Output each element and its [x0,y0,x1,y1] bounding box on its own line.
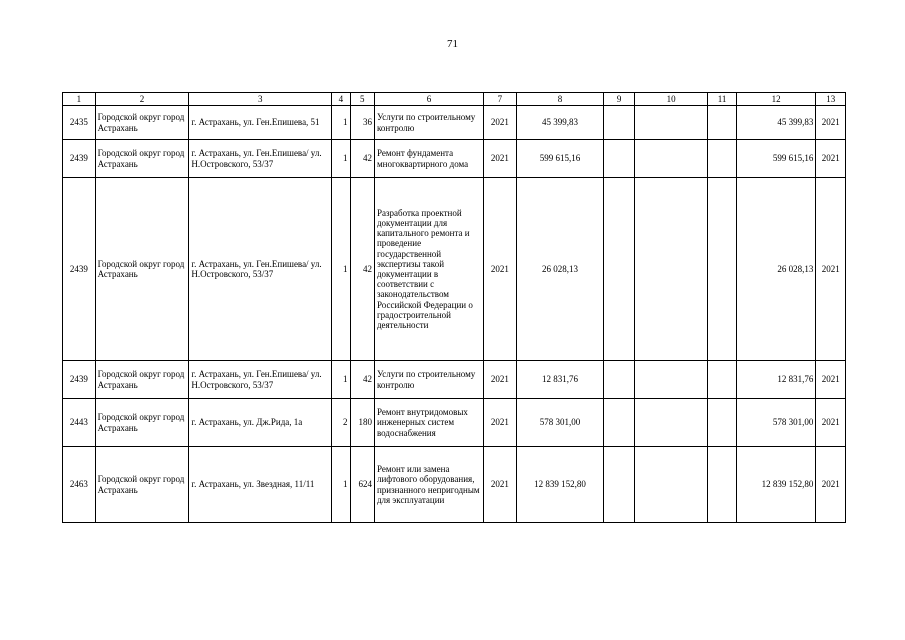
header-cell: 10 [634,93,707,106]
cell-work-type: Услуги по строительному контролю [374,361,483,399]
header-cell: 1 [63,93,96,106]
cell-col10 [634,140,707,178]
cell-col4: 1 [332,140,350,178]
cell-cost: 599 615,16 [516,140,604,178]
cell-col4: 1 [332,178,350,361]
header-cell: 2 [95,93,189,106]
cell-municipality: Городской округ город Астрахань [95,140,189,178]
data-table [62,92,846,523]
cell-col5: 180 [350,399,374,447]
cell-year-end: 2021 [816,399,846,447]
cell-cost: 45 399,83 [516,106,604,140]
cell-col11 [708,178,737,361]
cell-address: г. Астрахань, ул. Ген.Епишева/ ул. Н.Островского, 53/37 [189,140,332,178]
cell-address: г. Астрахань, ул. Дж.Рида, 1а [189,399,332,447]
table-row [63,140,846,178]
header-row [63,93,846,106]
cell-col9 [604,447,635,523]
cell-number: 2463 [63,447,96,523]
cell-col4: 1 [332,447,350,523]
cell-work-type: Ремонт внутридомовых инженерных систем водоснабжения [374,399,483,447]
cell-year: 2021 [484,178,517,361]
cell-col5: 42 [350,140,374,178]
header-cell: 11 [708,93,737,106]
cell-col9 [604,106,635,140]
cell-col5: 42 [350,178,374,361]
cell-total: 12 831,76 [736,361,816,399]
cell-col4: 2 [332,399,350,447]
cell-cost: 578 301,00 [516,399,604,447]
header-cell: 6 [374,93,483,106]
cell-total: 578 301,00 [736,399,816,447]
cell-municipality: Городской округ город Астрахань [95,399,189,447]
cell-address: г. Астрахань, ул. Звездная, 11/11 [189,447,332,523]
header-cell: 13 [816,93,846,106]
cell-year-end: 2021 [816,447,846,523]
cell-municipality: Городской округ город Астрахань [95,447,189,523]
cell-total: 12 839 152,80 [736,447,816,523]
cell-work-type: Ремонт фундамента многоквартирного дома [374,140,483,178]
header-cell: 7 [484,93,517,106]
cell-cost: 12 839 152,80 [516,447,604,523]
cell-work-type: Услуги по строительному контролю [374,106,483,140]
cell-col9 [604,399,635,447]
cell-col10 [634,361,707,399]
cell-col11 [708,361,737,399]
cell-cost: 12 831,76 [516,361,604,399]
cell-year: 2021 [484,399,517,447]
cell-col9 [604,178,635,361]
cell-address: г. Астрахань, ул. Ген.Епишева/ ул. Н.Островского, 53/37 [189,178,332,361]
cell-year: 2021 [484,361,517,399]
cell-year-end: 2021 [816,178,846,361]
header-cell: 8 [516,93,604,106]
cell-col11 [708,447,737,523]
cell-col11 [708,399,737,447]
cell-work-type: Разработка проектной документации для капитального ремонта и проведение государственной экспертизы такой документации в соответствии с законодательством Российской Федерации о градостроительной деятельности [374,178,483,361]
cell-col4: 1 [332,361,350,399]
cell-year: 2021 [484,140,517,178]
cell-municipality: Городской округ город Астрахань [95,106,189,140]
cell-number: 2439 [63,178,96,361]
cell-cost: 26 028,13 [516,178,604,361]
cell-year-end: 2021 [816,140,846,178]
cell-col4: 1 [332,106,350,140]
cell-municipality: Городской округ город Астрахань [95,178,189,361]
cell-total: 26 028,13 [736,178,816,361]
cell-year: 2021 [484,447,517,523]
cell-address: г. Астрахань, ул. Ген.Епишева, 51 [189,106,332,140]
cell-col10 [634,178,707,361]
cell-col10 [634,106,707,140]
table-row [63,447,846,523]
cell-col5: 42 [350,361,374,399]
cell-col11 [708,140,737,178]
cell-total: 45 399,83 [736,106,816,140]
cell-address: г. Астрахань, ул. Ген.Епишева/ ул. Н.Островского, 53/37 [189,361,332,399]
cell-col5: 624 [350,447,374,523]
header-cell: 4 [332,93,350,106]
cell-total: 599 615,16 [736,140,816,178]
cell-col10 [634,447,707,523]
header-cell: 12 [736,93,816,106]
table-row [63,361,846,399]
cell-number: 2443 [63,399,96,447]
cell-number: 2435 [63,106,96,140]
header-cell: 5 [350,93,374,106]
table-row [63,399,846,447]
cell-col9 [604,140,635,178]
header-cell: 9 [604,93,635,106]
cell-municipality: Городской округ город Астрахань [95,361,189,399]
cell-year-end: 2021 [816,361,846,399]
page-number: 71 [447,38,458,50]
header-cell: 3 [189,93,332,106]
cell-number: 2439 [63,361,96,399]
table-row [63,106,846,140]
table-body [63,93,846,523]
cell-col5: 36 [350,106,374,140]
cell-year: 2021 [484,106,517,140]
cell-col11 [708,106,737,140]
cell-work-type: Ремонт или замена лифтового оборудования, признанного непригодным для эксплуатации [374,447,483,523]
cell-col9 [604,361,635,399]
table-row [63,178,846,361]
cell-col10 [634,399,707,447]
cell-year-end: 2021 [816,106,846,140]
cell-number: 2439 [63,140,96,178]
